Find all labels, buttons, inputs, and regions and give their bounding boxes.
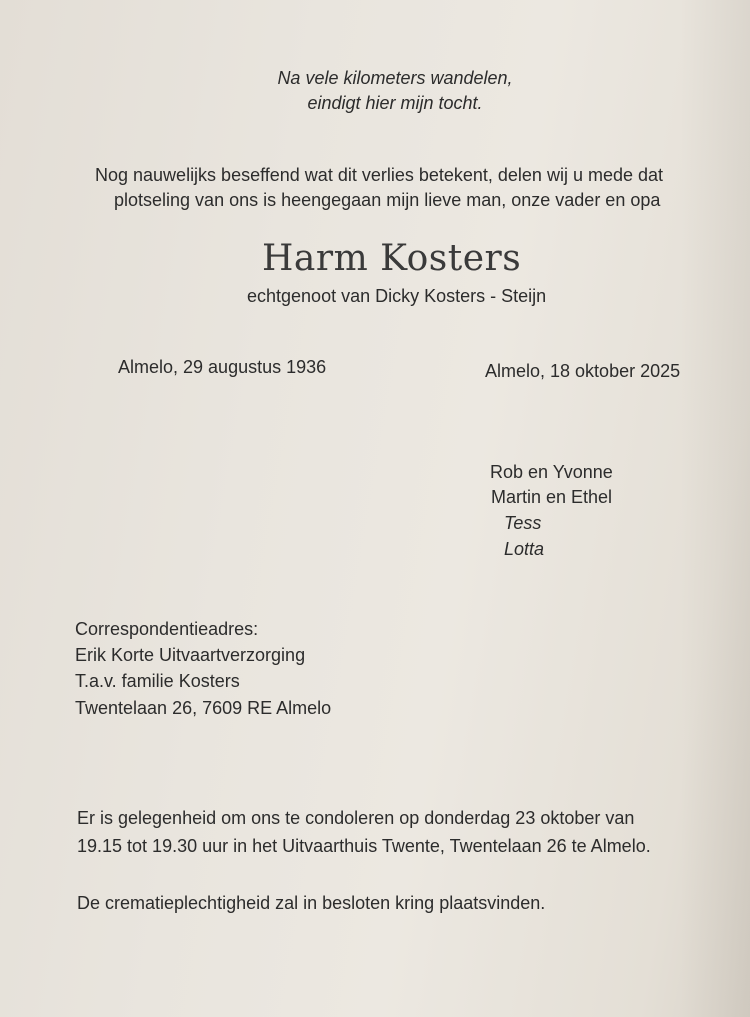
- correspondence-company: Erik Korte Uitvaartverzorging: [75, 645, 306, 665]
- grandchild-1: Tess: [504, 513, 542, 533]
- grandchild-2: Lotta: [504, 539, 545, 559]
- spouse-line: echtgenoot van Dicky Kosters - Steijn: [247, 286, 547, 306]
- death-date: Almelo, 18 oktober 2025: [485, 361, 681, 381]
- family-line-1: Rob en Yvonne: [490, 462, 613, 482]
- family-line-2: Martin en Ethel: [491, 487, 613, 507]
- correspondence-attention: T.a.v. familie Kosters: [75, 671, 240, 691]
- poem-line-1: Na vele kilometers wandelen,: [277, 68, 513, 88]
- birth-date: Almelo, 29 augustus 1936: [118, 357, 327, 377]
- announcement-line-2: plotseling van ons is heengegaan mijn lieve man, onze vader en opa: [114, 190, 661, 210]
- correspondence-address: Twentelaan 26, 7609 RE Almelo: [75, 698, 332, 718]
- page-edge-shadow: [680, 0, 750, 1017]
- condolence-line-2: 19.15 tot 19.30 uur in het Uitvaarthuis Twente, Twentelaan 26 te Almelo.: [77, 836, 651, 856]
- announcement-line-1: Nog nauwelijks beseffend wat dit verlies betekent, delen wij u mede dat: [95, 165, 664, 185]
- correspondence-heading: Correspondentieadres:: [75, 619, 259, 639]
- poem-line-2: eindigt hier mijn tocht.: [307, 93, 483, 113]
- cremation-notice: De crematieplechtigheid zal in besloten kring plaatsvinden.: [77, 893, 546, 913]
- condolence-line-1: Er is gelegenheid om ons te condoleren op donderdag 23 oktober van: [77, 808, 635, 828]
- deceased-name: Harm Kosters: [262, 238, 522, 279]
